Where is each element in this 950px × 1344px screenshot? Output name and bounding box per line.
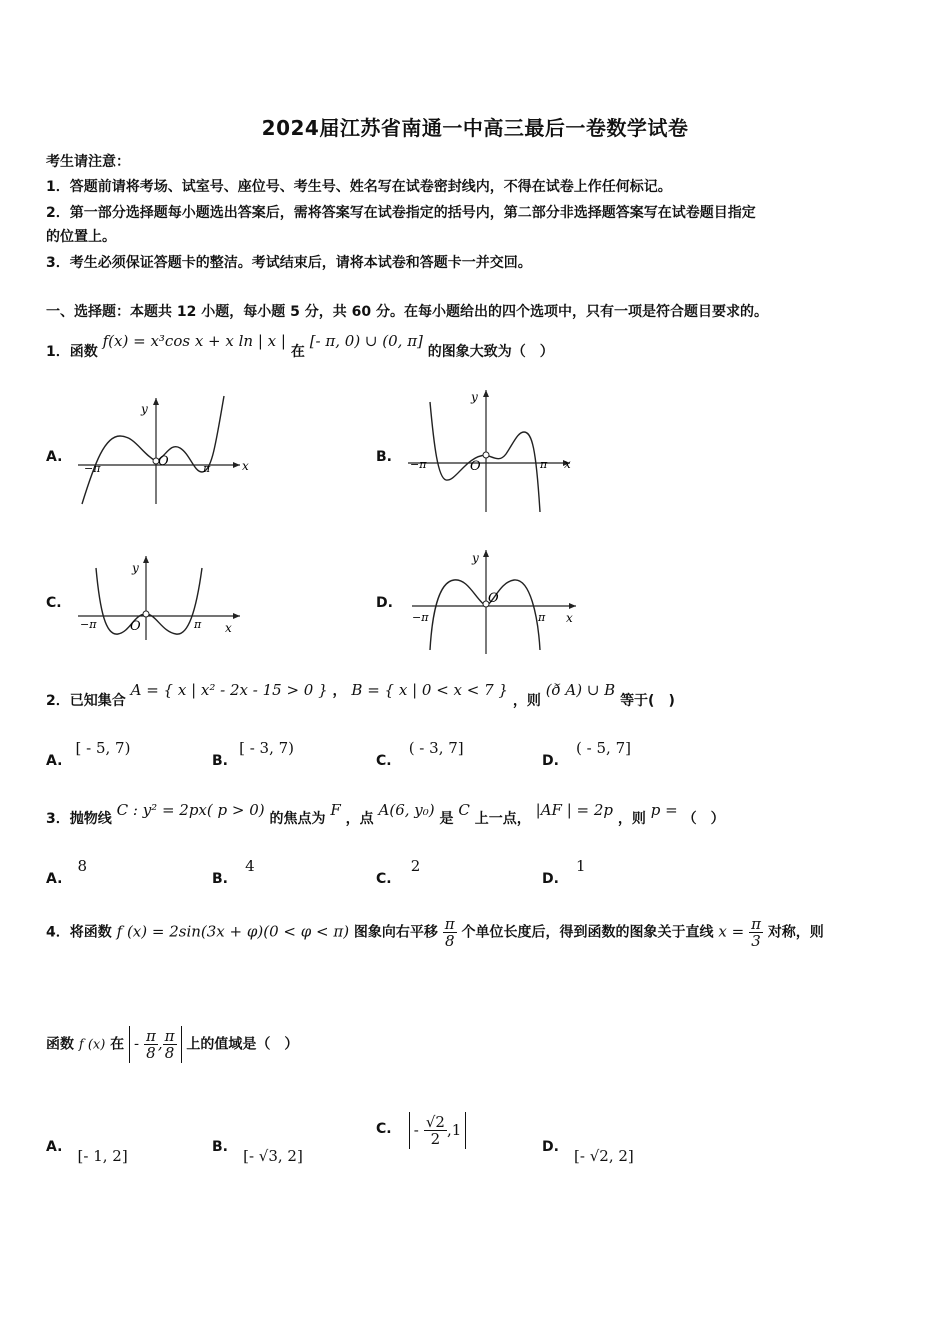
q4-line-lhs: x = xyxy=(718,922,745,941)
q1-tail: 的图象大致为（ ） xyxy=(427,344,554,360)
q4-number: 4．将函数 xyxy=(46,924,112,941)
q4-option-d[interactable]: D. [- √2, 2] xyxy=(542,1139,634,1165)
q2-option-b[interactable]: B. [ - 3, 7) xyxy=(212,739,295,769)
q4-option-c-value: - $\frac{√2}{2}$ ,1 xyxy=(409,1112,467,1149)
q2-set-a: A = { x | x² - 2x - 15 > 0 } xyxy=(130,681,328,699)
q1c-pi-label: π xyxy=(194,618,202,631)
page-title: 2024届江苏省南通一中高三最后一卷数学试卷 xyxy=(261,116,689,140)
question-4-line-2 xyxy=(46,1026,298,1063)
q2-number: 2．已知集合 xyxy=(46,693,126,709)
q1-graph-a[interactable] xyxy=(70,392,250,512)
q2-comma: ， xyxy=(332,683,347,699)
q1-mid: 在 xyxy=(290,344,305,360)
q3-option-b[interactable]: B. 4 xyxy=(212,857,255,887)
q1-option-d-label[interactable]: D. xyxy=(376,595,393,611)
q2-option-a[interactable]: A. [ - 5, 7) xyxy=(46,739,131,769)
q1b-neg-pi-label: −π xyxy=(410,458,427,471)
q1d-origin-label: O xyxy=(488,591,499,606)
q3-p: p = xyxy=(650,801,678,819)
q1-graph-d[interactable] xyxy=(404,546,584,656)
q1a-origin-label: O xyxy=(158,454,169,469)
q4-fx: f (x) xyxy=(78,1037,106,1053)
q1a-x-label: x xyxy=(242,459,249,473)
q3-condition: |AF | = 2p xyxy=(535,801,614,819)
q3-curve: C : y² = 2px( p > 0) xyxy=(116,801,265,819)
notice-heading: 考生请注意： xyxy=(46,154,130,170)
q4-interval: - $\frac{\pi}{8}$ , $\frac{\pi}{8}$ xyxy=(129,1026,181,1063)
q1-option-b-label[interactable]: B. xyxy=(376,449,392,465)
q1c-neg-pi-label: −π xyxy=(80,618,97,631)
q4-option-c[interactable]: C. - $\frac{√2}{2}$ ,1 xyxy=(376,1112,466,1149)
q1a-y-label: y xyxy=(141,402,148,416)
question-1 xyxy=(46,331,554,360)
q1-graph-b[interactable] xyxy=(400,386,580,514)
q1c-y-label: y xyxy=(132,561,139,575)
notice-item-2-cont: 的位置上。 xyxy=(46,229,116,245)
question-3 xyxy=(46,800,725,827)
q3-tail: （ ） xyxy=(682,811,725,827)
q1b-pi-label: π xyxy=(540,458,548,471)
q3-option-d[interactable]: D. 1 xyxy=(542,857,586,887)
notice-item-2: 2．第一部分选择题每小题选出答案后，需将答案写在试卷指定的括号内，第二部分非选择题答案写在试卷题目指定 xyxy=(46,205,756,221)
q2-option-c[interactable]: C. ( - 3, 7] xyxy=(376,739,464,769)
q4-option-b[interactable]: B. [- √3, 2] xyxy=(212,1139,303,1165)
q1d-pi-label: π xyxy=(538,611,546,624)
question-2 xyxy=(46,680,675,709)
q4-option-a[interactable]: A. [- 1, 2] xyxy=(46,1139,128,1165)
q4-line2-a: 函数 xyxy=(46,1036,74,1053)
q1b-origin-label: O xyxy=(470,459,481,474)
q3-option-a[interactable]: A. 8 xyxy=(46,857,88,887)
q1-option-a-label[interactable]: A. xyxy=(46,449,63,465)
q1d-neg-pi-label: −π xyxy=(412,611,429,624)
q2-option-d[interactable]: D. ( - 5, 7] xyxy=(542,739,631,769)
q4-line2-c: 上的值域是（ ） xyxy=(186,1036,299,1053)
q3-text-1: 的焦点为 xyxy=(269,811,326,827)
q3-curve-c: C xyxy=(458,801,470,819)
q4-text-2: 个单位长度后，得到函数的图象关于直线 xyxy=(461,924,714,941)
q3-text-3: 是 xyxy=(439,811,454,827)
q3-text-2: ，点 xyxy=(345,811,374,827)
q1-number: 1．函数 xyxy=(46,344,98,360)
q1a-neg-pi-label: −π xyxy=(84,462,101,475)
q1b-y-label: y xyxy=(471,390,478,404)
q4-shift-fraction: $\frac{\pi}{8}$ xyxy=(444,915,455,950)
q2-tail: 等于( ) xyxy=(620,693,675,709)
notice-item-3: 3．考生必须保证答题卡的整洁。考试结束后，请将本试卷和答题卡一并交回。 xyxy=(46,255,532,271)
q4-text-1: 图象向右平移 xyxy=(353,924,438,941)
q4-text-3: 对称，则 xyxy=(767,924,824,941)
q3-text-4: 上一点， xyxy=(474,811,531,827)
q1d-y-label: y xyxy=(472,551,479,565)
q3-point-a: A(6, y₀) xyxy=(378,801,435,819)
q4-function: f (x) = 2sin(3x + φ)(0 < φ < π) xyxy=(116,922,350,941)
q1d-x-label: x xyxy=(566,611,573,625)
q3-option-c[interactable]: C. 2 xyxy=(376,857,421,887)
q4-line-fraction: $\frac{\pi}{3}$ xyxy=(751,915,761,950)
q2-then: ，则 xyxy=(512,693,541,709)
q3-text-5: ，则 xyxy=(617,811,646,827)
q1-graph-c[interactable] xyxy=(70,552,250,642)
q1-domain: [- π, 0) ∪ (0, π] xyxy=(309,332,423,350)
q1b-x-label: x xyxy=(564,457,571,471)
q1a-pi-label: π xyxy=(203,462,211,475)
q1c-origin-label: O xyxy=(130,619,141,634)
q2-expression: (ð A) ∪ B xyxy=(545,681,616,699)
q2-set-b: B = { x | 0 < x < 7 } xyxy=(351,681,508,699)
q1-function: f(x) = x³cos x + x ln | x | xyxy=(102,332,286,350)
notice-item-1: 1．答题前请将考场、试室号、座位号、考生号、姓名写在试卷密封线内，不得在试卷上作任何标记。 xyxy=(46,179,672,195)
q4-line2-b: 在 xyxy=(110,1036,125,1053)
q3-focus: F xyxy=(330,801,341,819)
q1-option-c-label[interactable]: C. xyxy=(46,595,62,611)
section-choice-heading: 一、选择题：本题共 12 小题，每小题 5 分，共 60 分。在每小题给出的四个选项中，只有一项是符合题目要求的。 xyxy=(46,304,768,320)
q1c-x-label: x xyxy=(225,621,232,635)
q3-number: 3．抛物线 xyxy=(46,811,112,827)
question-4 xyxy=(46,916,824,949)
